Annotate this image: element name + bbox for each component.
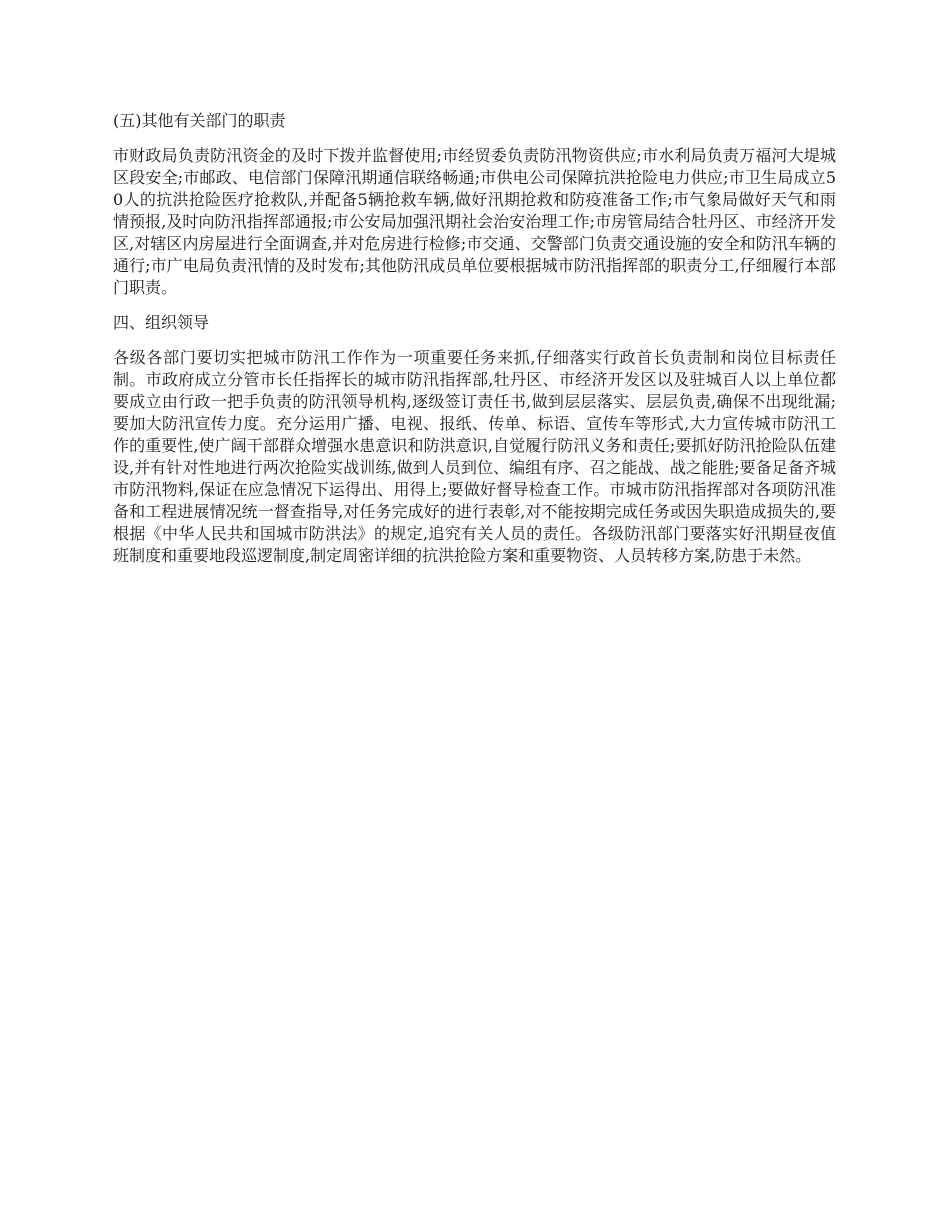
section-heading-organization-leadership: 四、组织领导 — [113, 313, 210, 332]
paragraph-organization-leadership: 各级各部门要切实把城市防汛工作作为一项重要任务来抓,仔细落实行政首长负责制和岗位目标责任制。市政府成立分管市长任指挥长的城市防汛指挥部,牡丹区、市经济开发区以及驻城百人以上单位都要成立由行政一把手负责的防汛领导机构,逐级签订责任书,做到层层落实、层层负责,确保不出现纰漏;要加大防汛宣传力度。充分运用广播、电视、报纸、传单、标语、宣传车等形式,大力宣传城市防汛工作的重要性,使广阔干部群众增强水患意识和防洪意识,自觉履行防汛义务和责任;要抓好防汛抢险队伍建设,并有针对性地进行两次抢险实战训练,做到人员到位、编组有序、召之能战、战之能胜;要备足备齐城市防汛物料,保证在应急情况下运得出、用得上;要做好督导检查工作。市城市防汛指挥部对各项防汛准备和工程进展情况统一督查指导,对任务完成好的进行表彰,对不能按期完成任务或因失职造成损失的,要根据《中华人民共和国城市防洪法》的规定,追究有关人员的责任。各级防汛部门要落实好汛期昼夜值班制度和重要地段巡逻制度,制定周密详细的抗洪抢险方案和重要物资、人员转移方案,防患于未然。 — [113, 348, 836, 565]
document-page — [113, 110, 836, 580]
paragraph-department-duties: 市财政局负责防汛资金的及时下拨并监督使用;市经贸委负责防汛物资供应;市水利局负责万福河大堤城区段安全;市邮政、电信部门保障汛期通信联络畅通;市供电公司保障抗洪抢险电力供应;市卫生局成立50人的抗洪抢险医疗抢救队,并配备5辆抢救车辆,做好汛期抢救和防疫准备工作;市气象局做好天气和雨情预报,及时向防汛指挥部通报;市公安局加强汛期社会治安治理工作;市房管局结合牡丹区、市经济开发区,对辖区内房屋进行全面调查,并对危房进行检修;市交通、交警部门负责交通设施的安全和防汛车辆的通行;市广电局负责汛情的及时发布;其他防汛成员单位要根据城市防汛指挥部的职责分工,仔细履行本部门职责。 — [113, 146, 836, 297]
section-heading-other-departments: (五)其他有关部门的职责 — [113, 111, 286, 130]
